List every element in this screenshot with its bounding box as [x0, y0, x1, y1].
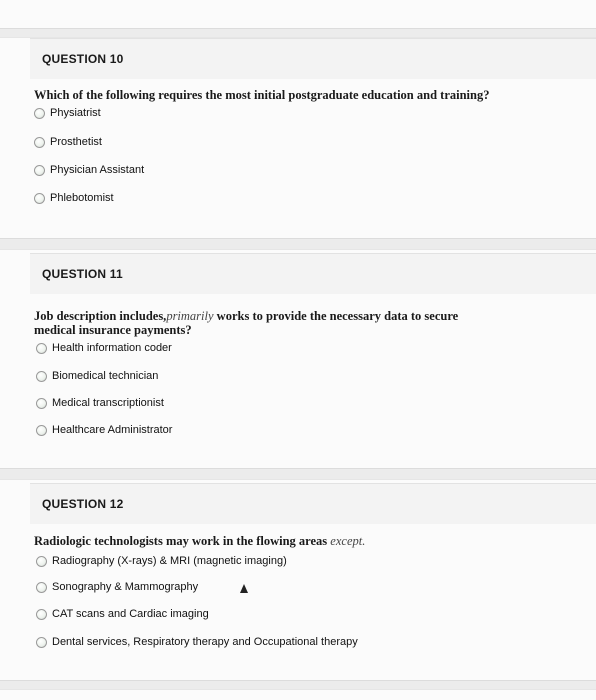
radio-button[interactable]: [36, 398, 47, 409]
section-divider: [0, 238, 596, 250]
radio-button[interactable]: [36, 609, 47, 620]
option-label: Health information coder: [52, 342, 172, 354]
answer-option[interactable]: [34, 136, 102, 148]
radio-button[interactable]: [34, 193, 45, 204]
answer-option[interactable]: [34, 192, 114, 204]
question-title: QUESTION 12: [42, 497, 124, 511]
option-label: Physician Assistant: [50, 164, 145, 176]
answer-option[interactable]: [36, 555, 287, 567]
radio-button[interactable]: [34, 165, 45, 176]
option-label: Biomedical technician: [52, 370, 159, 382]
radio-button[interactable]: [36, 425, 47, 436]
answer-option[interactable]: [34, 107, 101, 119]
prompt-text-rest: works to provide the necessary data to secure medical insurance payments?: [34, 309, 459, 337]
prompt-text: Radiologic technologists may work in the flowing areas: [34, 534, 331, 548]
answer-option[interactable]: [36, 581, 198, 593]
radio-button[interactable]: [36, 343, 47, 354]
prompt-text: Which of the following requires the most initial postgraduate education and training?: [34, 88, 490, 102]
question-prompt: [34, 309, 474, 337]
answer-option[interactable]: [36, 342, 172, 354]
question-prompt: [34, 88, 534, 102]
radio-button[interactable]: [36, 556, 47, 567]
radio-button[interactable]: [36, 582, 47, 593]
answer-option[interactable]: [36, 370, 158, 382]
option-label: Radiography (X-rays) & MRI (magnetic imaging): [52, 555, 287, 567]
question-title: QUESTION 11: [42, 267, 123, 281]
prompt-text: Job description includes,: [34, 309, 167, 323]
prompt-emphasis: primarily: [166, 309, 214, 323]
answer-option[interactable]: [34, 164, 144, 176]
option-label: Physiatrist: [50, 107, 101, 119]
radio-button[interactable]: [34, 137, 45, 148]
section-divider: [0, 28, 596, 38]
option-label: Phlebotomist: [50, 192, 114, 204]
radio-button[interactable]: [34, 108, 45, 119]
question-prompt: [34, 534, 534, 548]
answer-option[interactable]: [36, 636, 358, 648]
answer-option[interactable]: [36, 424, 172, 436]
option-label: Prosthetist: [50, 136, 102, 148]
mouse-pointer-icon: [240, 584, 248, 593]
option-label: Healthcare Administrator: [52, 424, 173, 436]
section-divider: [0, 468, 596, 480]
option-label: CAT scans and Cardiac imaging: [52, 608, 209, 620]
section-divider: [0, 680, 596, 690]
radio-button[interactable]: [36, 637, 47, 648]
option-label: Medical transcriptionist: [52, 397, 164, 409]
option-label: Sonography & Mammography: [52, 581, 199, 593]
answer-option[interactable]: [36, 608, 209, 620]
radio-button[interactable]: [36, 371, 47, 382]
question-title: QUESTION 10: [42, 52, 124, 66]
option-label: Dental services, Respiratory therapy and Occupational therapy: [52, 636, 358, 648]
answer-option[interactable]: [36, 397, 164, 409]
prompt-emphasis: except.: [330, 534, 366, 548]
